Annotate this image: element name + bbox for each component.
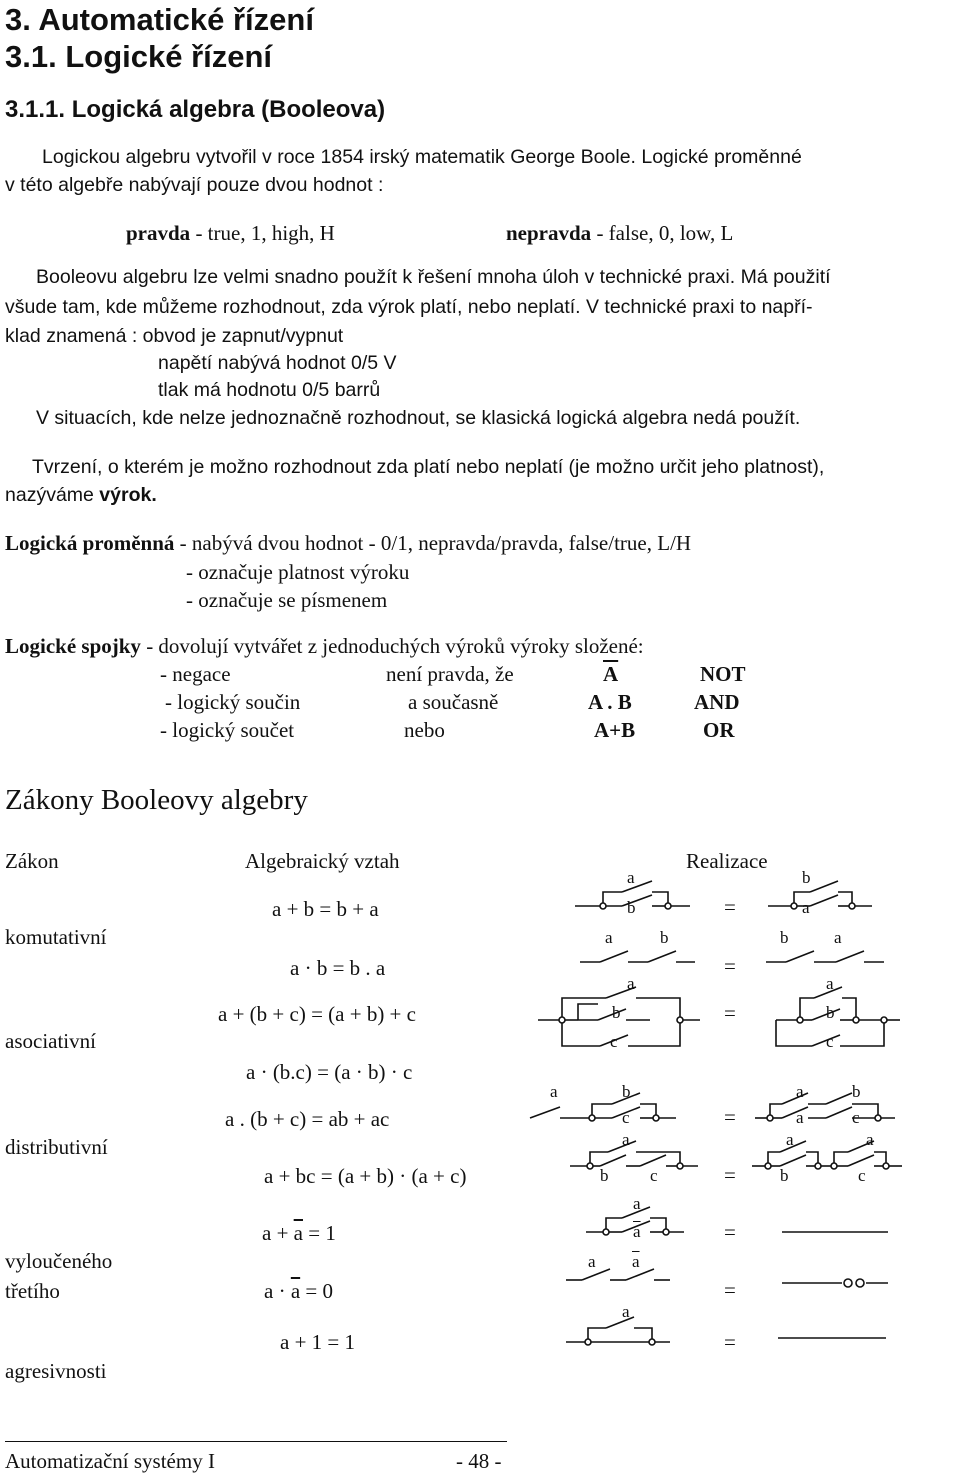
- laws-title: Zákony Booleovy algebry: [5, 784, 308, 816]
- eq-4: =: [724, 1105, 736, 1129]
- connective-op-and: AND: [694, 690, 740, 714]
- connective-phrase-or: nebo: [404, 718, 445, 742]
- circuit-aggressive-left: [566, 1317, 670, 1345]
- label-r1-left-a: a: [627, 868, 635, 887]
- connective-expr-negation: $\overline{A}$: [603, 662, 619, 686]
- usage-line-4: napětí nabývá hodnot 0/5 V: [158, 352, 397, 374]
- label-r7-a: a: [588, 1252, 596, 1271]
- connective-name-negation: - negace: [160, 662, 231, 686]
- usage-line-2: všude tam, kde můžeme rozhodnout, zda výrok platí, nebo neplatí. V technické praxi to napří-: [5, 296, 813, 318]
- eq-3: =: [724, 1001, 736, 1025]
- label-r4-right-a2: a: [796, 1108, 804, 1127]
- formula-excluded-product-left: a ·: [264, 1279, 286, 1303]
- label-r4-right-a1: a: [796, 1082, 804, 1101]
- chapter-title: 3. Automatické řízení: [5, 2, 314, 37]
- eq-7: =: [724, 1278, 736, 1302]
- true-list: - true, 1, high, H: [195, 221, 335, 245]
- formula-associative-sum: a + (b + c) = (a + b) + c: [218, 1002, 416, 1026]
- circuit-associative-right: [776, 987, 900, 1046]
- label-r8-a: a: [622, 1302, 630, 1321]
- subsection-title: 3.1.1. Logická algebra (Booleova): [5, 96, 386, 123]
- circuit-excluded-product-left: [566, 1269, 670, 1280]
- label-r7-not-a: $\overline{a}$: [632, 1252, 640, 1271]
- formula-excluded-product-neg: $\overline{a}$: [290, 1279, 301, 1303]
- law-excluded-middle-2: třetího: [5, 1279, 60, 1303]
- eq-8: =: [724, 1330, 736, 1354]
- circuit-commutative-sum-right: [768, 881, 872, 909]
- formula-excluded-sum-left: a +: [262, 1221, 289, 1245]
- label-r4-left-c: c: [622, 1108, 630, 1127]
- label-r2-left-a: a: [605, 928, 613, 947]
- law-aggressive: agresivnosti: [5, 1359, 107, 1383]
- usage-line-6: V situacích, kde nelze jednoznačně rozhodnout, se klasická logická algebra nedá použít.: [36, 407, 801, 429]
- variable-line-3: - označuje se písmenem: [186, 588, 388, 612]
- connective-phrase-negation: není pravda, že: [386, 662, 514, 686]
- formula-commutative-product: a · b = b . a: [290, 956, 386, 980]
- label-r1-right-b: b: [802, 868, 811, 887]
- circuit-distributive-2-left: [570, 1141, 698, 1169]
- eq-5: =: [724, 1163, 736, 1187]
- usage-line-5: tlak má hodnotu 0/5 barrů: [158, 379, 381, 401]
- label-r5-right-a1: a: [786, 1130, 794, 1149]
- col-header-law: Zákon: [5, 849, 59, 873]
- eq-1: =: [724, 895, 736, 919]
- page-number: - 48 -: [456, 1449, 502, 1473]
- law-commutative: komutativní: [5, 925, 107, 949]
- variable-desc: - nabývá dvou hodnot - 0/1, nepravda/pravda, false/true, L/H: [179, 531, 692, 555]
- connective-op-or: OR: [703, 718, 735, 742]
- circuit-distributive-1-right: [755, 1093, 895, 1121]
- variable-term: Logická proměnná: [5, 531, 175, 555]
- label-r5-right-c: c: [858, 1166, 866, 1185]
- usage-line-3: klad znamená : obvod je zapnut/vypnut: [5, 325, 344, 347]
- law-excluded-middle-1: vyloučeného: [5, 1249, 113, 1273]
- label-r4-right-b: b: [852, 1082, 861, 1101]
- footer-rule: [5, 1441, 507, 1442]
- circuit-commutative-product-right: [766, 951, 884, 962]
- formula-commutative-sum: a + b = b + a: [272, 897, 379, 921]
- label-r3-left-b: b: [612, 1003, 621, 1022]
- connective-expr-or: A+B: [594, 718, 636, 742]
- label-r4-left-a: a: [550, 1082, 558, 1101]
- circuit-excluded-product-right: [782, 1279, 888, 1287]
- true-label: pravda: [126, 221, 191, 245]
- statement-line-1: Tvrzení, o kterém je možno rozhodnout zda platí nebo neplatí (je možno určit jeho platnost),: [32, 456, 825, 478]
- label-r3-right-b: b: [826, 1003, 835, 1022]
- connective-name-or: - logický součet: [160, 718, 295, 742]
- col-header-relation: Algebraický vztah: [245, 849, 400, 873]
- connective-op-negation: NOT: [700, 662, 746, 686]
- formula-distributive-1: a . (b + c) = ab + ac: [225, 1107, 390, 1131]
- false-label: nepravda: [506, 221, 592, 245]
- label-r5-left-b: b: [600, 1166, 609, 1185]
- formula-excluded-sum-right: = 1: [308, 1221, 336, 1245]
- law-distributive: distributivní: [5, 1135, 108, 1159]
- statement-term: výrok.: [99, 484, 157, 506]
- label-r3-right-a: a: [826, 974, 834, 993]
- label-r6-a: a: [633, 1194, 641, 1213]
- label-r1-left-b: b: [627, 898, 636, 917]
- formula-excluded-sum-neg: $\overline{a}$: [293, 1221, 303, 1245]
- false-list: - false, 0, low, L: [596, 221, 734, 245]
- eq-2: =: [724, 954, 736, 978]
- label-r5-left-a: a: [622, 1130, 630, 1149]
- label-r5-left-c: c: [650, 1166, 658, 1185]
- label-r3-left-c: c: [610, 1032, 618, 1051]
- formula-distributive-2: a + bc = (a + b) · (a + c): [264, 1164, 467, 1188]
- label-r4-right-c: c: [852, 1108, 860, 1127]
- label-r4-left-b: b: [622, 1082, 631, 1101]
- formula-excluded-product-right: = 0: [305, 1279, 333, 1303]
- connective-phrase-and: a současně: [408, 690, 499, 714]
- formula-associative-product: a · (b.c) = (a · b) · c: [246, 1060, 413, 1084]
- eq-6: =: [724, 1220, 736, 1244]
- variable-line-2: - označuje platnost výroku: [186, 560, 410, 584]
- connective-name-and: - logický součin: [165, 690, 301, 714]
- label-r3-right-c: c: [826, 1032, 834, 1051]
- connectives-desc: - dovolují vytvářet z jednoduchých výroků výroky složené:: [146, 634, 644, 658]
- law-associative: asociativní: [5, 1029, 96, 1053]
- intro-line-2: v této algebře nabývají pouze dvou hodnot :: [5, 174, 384, 196]
- label-r3-left-a: a: [627, 974, 635, 993]
- statement-prefix: nazýváme: [5, 484, 94, 506]
- section-title: 3.1. Logické řízení: [5, 39, 273, 74]
- col-header-realization: Realizace: [686, 849, 768, 873]
- footer-title: Automatizační systémy I: [5, 1449, 215, 1473]
- circuit-commutative-product-left: [580, 951, 695, 962]
- intro-line-1: Logickou algebru vytvořil v roce 1854 irský matematik George Boole. Logické proměnné: [42, 146, 802, 168]
- usage-line-1: Booleovu algebru lze velmi snadno použít k řešení mnoha úloh v technické praxi. Má použití: [36, 266, 831, 288]
- label-r5-right-a2: a: [866, 1130, 874, 1149]
- label-r2-right-b: b: [780, 928, 789, 947]
- formula-aggressive: a + 1 = 1: [280, 1330, 356, 1354]
- circuit-distributive-2-right: [752, 1141, 902, 1169]
- connective-expr-and: A . B: [588, 690, 632, 714]
- label-r5-right-b: b: [780, 1166, 789, 1185]
- label-r2-left-b: b: [660, 928, 669, 947]
- connectives-term: Logické spojky: [5, 634, 141, 658]
- label-r6-not-a: $\overline{a}$: [633, 1222, 641, 1241]
- label-r1-right-a: a: [802, 898, 810, 917]
- label-r2-right-a: a: [834, 928, 842, 947]
